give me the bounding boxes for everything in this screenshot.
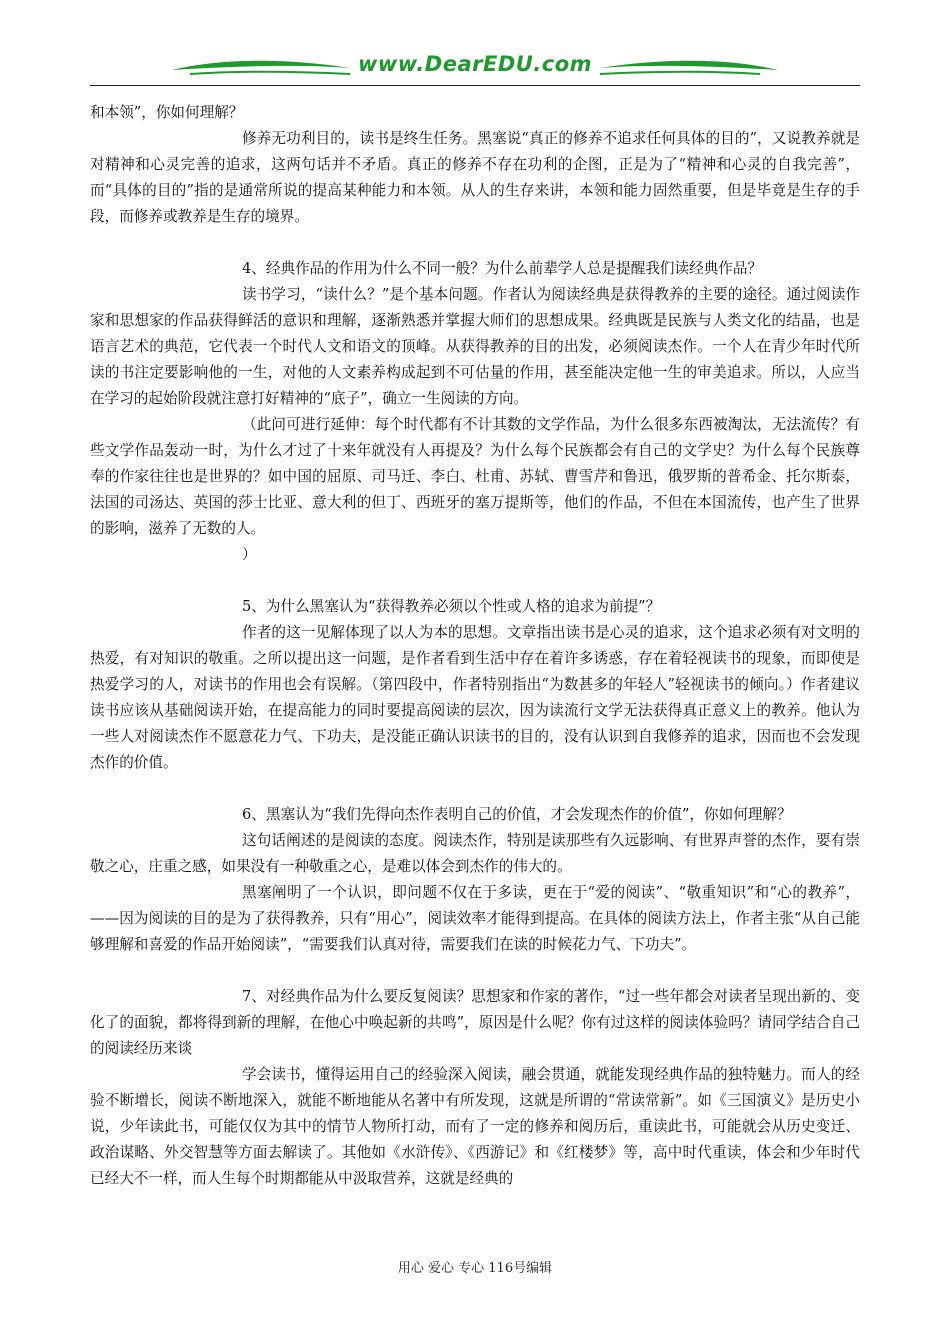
page-footer: 用心 爱心 专心 116号编辑 — [397, 1261, 553, 1276]
question-heading-5: 5、为什么黑塞认为“获得教养必须以个性或人格的追求为前提”？ — [242, 598, 661, 615]
answer-paragraph: 读书学习，“读什么？”是个基本问题。作者认为阅读经典是获得教养的主要的途径。通过阅读作家和思想家的作品获得鲜活的意识和理解，逐渐熟悉并掌握大师们的思想成果。经典既是民族与人类文化的结晶，也是语言艺术的典范，它代表一个时代人文和语文的顶峰。从获得教养的目的出发，必须阅读杰作。一个人在青少年时代所读的书注定要影响他的一生，对他的人文素养构成起到不可估量的作用，甚至能决定他一生的审美追求。所以，人应当在学习的起始阶段就注意打好精神的“底子”，确立一生阅读的方向。 — [90, 286, 860, 407]
question-heading-4: 4、经典作品的作用为什么不同一般？为什么前辈学人总是提醒我们读经典作品？ — [242, 260, 763, 277]
site-logo-text: www.DearEDU.com — [357, 52, 593, 76]
extension-paragraph: （此问可进行延伸：每个时代都有不计其数的文学作品，为什么很多东西被淘汰，无法流传？有些文学作品轰动一时，为什么才过了十来年就没有人再提及？为什么每个民族都会有自己的文学史？为什么每个民族尊奉的作家往往也是世界的？如中国的屈原、司马迁、李白、杜甫、苏轼、曹雪芹和鲁迅，俄罗斯的普希金、托尔斯泰，法国的司汤达、英国的莎士比亚、意大利的但丁、西班牙的塞万提斯等，他们的作品，不但在本国流传，也产生了世界的影响，滋养了无数的人。 — [90, 416, 860, 537]
document-body — [90, 100, 860, 1192]
header-divider — [90, 85, 860, 86]
answer-paragraph: 修养无功利目的，读书是终生任务。黑塞说“真正的修养不追求任何具体的目的”，又说教养就是对精神和心灵完善的追求，这两句话并不矛盾。真正的修养不存在功利的企图，正是为了“精神和心灵的自我完善”，而“具体的目的”指的是通常所说的提高某种能力和本领。从人的生存来讲，本领和能力固然重要，但是毕竟是生存的手段，而修养或教养是生存的境界。 — [90, 130, 860, 225]
question-heading-7: 7、对经典作品为什么要反复阅读？思想家和作家的著作，“过一些年都会对读者呈现出新的、变化了的面貌，都将得到新的理解，在他心中唤起新的共鸣”，原因是什么呢？你有过这样的阅读体验吗？请同学结合自己的阅读经历来谈 — [90, 988, 860, 1057]
question-heading-6: 6、黑塞认为“我们先得向杰作表明自己的价值，才会发现杰作的价值”，你如何理解？ — [242, 806, 792, 823]
answer-paragraph: 黑塞阐明了一个认识，即问题不仅在于多读，更在于“爱的阅读”、“敬重知识”和“心的教养”，——因为阅读的目的是为了获得教养，只有“用心”，阅读效率才能得到提高。在具体的阅读方法上，作者主张“从自己能够理解和喜爱的作品开始阅读”，“需要我们认真对待，需要我们在读的时候花力气、下功夫”。 — [90, 884, 860, 953]
answer-paragraph: 学会读书，懂得运用自己的经验深入阅读，融会贯通，就能发现经典作品的独特魅力。而人的经验不断增长，阅读不断地深入，就能不断地能从名著中有所发现，这就是所谓的“常读常新”。如《三国演义》是历史小说，少年读此书，可能仅仅为其中的情节人物所打动，而有了一定的修养和阅历后，重读此书，可能就会从历史变迁、政治谋略、外交智慧等方面去解读了。其他如《水浒传》、《西游记》和《红楼梦》等，高中时代重读，体会和少年时代已经大不一样，而人生每个时期都能从中汲取营养，这就是经典的 — [90, 1066, 860, 1187]
page-header — [0, 50, 950, 90]
answer-paragraph: 这句话阐述的是阅读的态度。阅读杰作，特别是读那些有久远影响、有世界声誉的杰作，要有崇敬之心，庄重之感，如果没有一种敬重之心，是难以体会到杰作的伟大的。 — [90, 832, 860, 875]
answer-paragraph: 作者的这一见解体现了以人为本的思想。文章指出读书是心灵的追求，这个追求必须有对文明的热爱，有对知识的敬重。之所以提出这一问题，是作者看到生活中存在着许多诱惑，存在着轻视读书的现象，而即使是热爱学习的人，对读书的作用也会有误解。（第四段中，作者特别指出“为数甚多的年轻人”轻视读书的倾向。）作者建议读书应该从基础阅读开始，在提高能力的同时要提高阅读的层次，因为读流行文学无法获得真正意义上的教养。他认为一些人对阅读杰作不愿意花力气、下功夫，是没能正确认识读书的目的，没有认识到自我修养的追求，因而也不会发现杰作的价值。 — [90, 624, 860, 771]
closing-parenthesis: ） — [242, 546, 257, 563]
paragraph-continuation: 和本领”，你如何理解？ — [90, 104, 244, 121]
